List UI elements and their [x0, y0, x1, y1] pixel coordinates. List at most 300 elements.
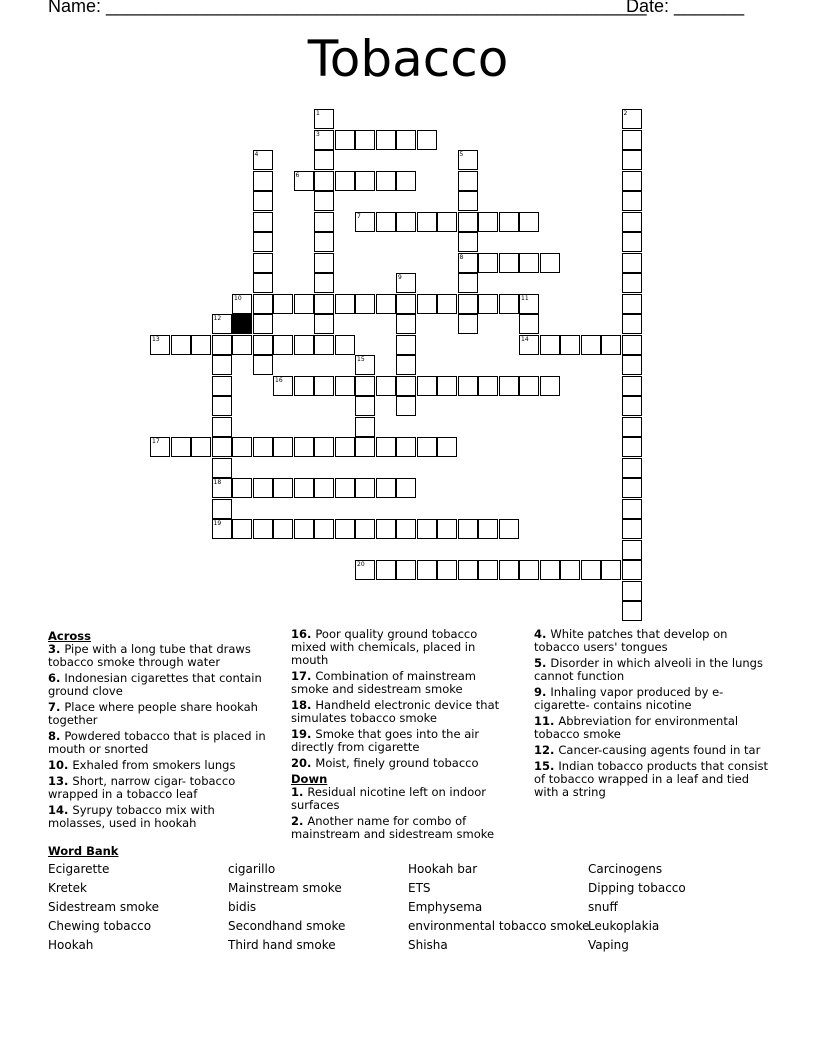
grid-cell[interactable]: [622, 130, 642, 150]
grid-cell[interactable]: [232, 437, 252, 457]
word-bank-entry: Third hand smoke: [228, 938, 336, 952]
word-bank: [48, 862, 768, 957]
grid-cell[interactable]: [335, 294, 355, 314]
clue-text: Syrupy tobacco mix with molasses, used in hookah: [48, 803, 215, 830]
word-bank-entry: Dipping tobacco: [588, 881, 686, 895]
grid-cell[interactable]: [376, 478, 396, 498]
page-title: Tobacco: [307, 30, 509, 88]
grid-cell[interactable]: [253, 232, 273, 252]
word-bank-entry: snuff: [588, 900, 618, 914]
grid-cell[interactable]: [314, 519, 334, 539]
grid-cell[interactable]: [273, 437, 293, 457]
clue-number: 13: [152, 335, 160, 343]
word-bank-entry: Secondhand smoke: [228, 919, 346, 933]
clue-text: Smoke that goes into the air directly from cigarette: [291, 727, 480, 754]
grid-cell[interactable]: [191, 437, 211, 457]
grid-cell[interactable]: [294, 437, 314, 457]
grid-cell[interactable]: [622, 417, 642, 437]
grid-cell[interactable]: [396, 478, 416, 498]
grid-cell[interactable]: [253, 273, 273, 293]
grid-cell[interactable]: [622, 191, 642, 211]
grid-cell[interactable]: [253, 294, 273, 314]
grid-cell[interactable]: [458, 560, 478, 580]
grid-cell[interactable]: [622, 253, 642, 273]
grid-cell[interactable]: [519, 212, 539, 232]
grid-cell[interactable]: [478, 253, 498, 273]
clue-number: 2.: [291, 814, 308, 828]
clue-text: Inhaling vapor produced by e-cigarette- contains nicotine: [534, 685, 724, 712]
grid-cell[interactable]: [396, 130, 416, 150]
clues-column-1: [48, 628, 273, 833]
grid-cell[interactable]: [253, 171, 273, 191]
grid-cell[interactable]: [396, 396, 416, 416]
word-bank-row: [48, 938, 768, 957]
grid-cell[interactable]: [355, 294, 375, 314]
grid-cell[interactable]: [232, 294, 252, 314]
grid-cell[interactable]: [396, 294, 416, 314]
clue-number: 5: [459, 151, 464, 158]
grid-cell[interactable]: [478, 376, 498, 396]
word-bank-entry: Kretek: [48, 881, 87, 895]
grid-cell[interactable]: [499, 294, 519, 314]
grid-cell[interactable]: [253, 437, 273, 457]
grid-cell[interactable]: [314, 478, 334, 498]
grid-cell[interactable]: [355, 212, 375, 232]
clue-number: 6.: [48, 671, 65, 685]
clue-text: Powdered tobacco that is placed in mouth or snorted: [48, 729, 266, 756]
name-line[interactable]: Name: ______________________________________________________: [48, 0, 647, 16]
grid-cell[interactable]: [622, 499, 642, 519]
grid-cell[interactable]: [396, 212, 416, 232]
grid-cell[interactable]: [396, 355, 416, 375]
clue-number: 8.: [48, 729, 65, 743]
grid-cell[interactable]: [458, 150, 478, 170]
grid-cell[interactable]: [376, 171, 396, 191]
clue-number: 2: [623, 110, 628, 117]
clue-number: 18: [213, 479, 222, 486]
grid-cell[interactable]: [253, 314, 273, 334]
word-bank-row: [48, 881, 768, 900]
grid-cell[interactable]: [396, 171, 416, 191]
clue-number: 14: [521, 335, 529, 343]
word-bank-entry: Leukoplakia: [588, 919, 660, 933]
word-bank-row: [48, 862, 768, 881]
clue-number: 4.: [534, 627, 551, 641]
across-clue: [291, 628, 516, 667]
word-bank-row: [48, 919, 768, 938]
grid-cell[interactable]: [294, 335, 314, 355]
grid-cell[interactable]: [622, 355, 642, 375]
clue-text: Exhaled from smokers lungs: [72, 758, 236, 772]
grid-cell[interactable]: [253, 478, 273, 498]
grid-cell[interactable]: [581, 560, 601, 580]
clue-number: 9: [398, 274, 402, 281]
word-bank-entry: bidis: [228, 900, 257, 914]
grid-cell[interactable]: [622, 232, 642, 252]
clue-number: 1.: [291, 785, 308, 799]
grid-cell[interactable]: [417, 212, 437, 232]
grid-cell[interactable]: [273, 335, 293, 355]
grid-cell[interactable]: [273, 376, 293, 396]
grid-cell[interactable]: [519, 560, 539, 580]
grid-cell[interactable]: [355, 376, 375, 396]
grid-cell[interactable]: [294, 376, 314, 396]
grid-cell[interactable]: [191, 335, 211, 355]
across-clue: [291, 670, 516, 696]
grid-cell[interactable]: [417, 130, 437, 150]
grid-cell[interactable]: [622, 335, 642, 355]
grid-cell[interactable]: [458, 376, 478, 396]
clue-number: 15.: [534, 759, 559, 773]
grid-cell[interactable]: [458, 314, 478, 334]
clues-column-2: [291, 628, 516, 844]
grid-cell[interactable]: [355, 355, 375, 375]
grid-cell[interactable]: [314, 150, 334, 170]
grid-cell[interactable]: [294, 519, 314, 539]
grid-cell[interactable]: [417, 294, 437, 314]
down-clue: [534, 657, 769, 683]
clue-number: 6: [295, 171, 300, 179]
grid-cell[interactable]: [314, 437, 334, 457]
clue-number: 11.: [534, 714, 559, 728]
grid-cell[interactable]: [314, 376, 334, 396]
word-bank-entry: Hookah bar: [408, 862, 478, 876]
grid-cell[interactable]: [314, 171, 334, 191]
grid-cell[interactable]: [396, 273, 416, 293]
grid-cell[interactable]: [335, 130, 355, 150]
grid-cell[interactable]: [560, 560, 580, 580]
word-bank-entry: Shisha: [408, 938, 448, 952]
grid-cell[interactable]: [417, 376, 437, 396]
grid-cell[interactable]: [355, 130, 375, 150]
grid-cell[interactable]: [622, 396, 642, 416]
grid-cell[interactable]: [458, 212, 478, 232]
clue-number: 4: [254, 151, 259, 158]
grid-cell[interactable]: [622, 478, 642, 498]
grid-cell[interactable]: [478, 519, 498, 539]
clue-text: Poor quality ground tobacco mixed with chemicals, placed in mouth: [291, 627, 478, 667]
grid-cell[interactable]: [314, 335, 334, 355]
grid-cell[interactable]: [355, 560, 375, 580]
grid-cell[interactable]: [396, 314, 416, 334]
grid-cell[interactable]: [622, 109, 642, 129]
grid-cell[interactable]: [212, 314, 232, 334]
grid-cell[interactable]: [437, 212, 457, 232]
grid-cell[interactable]: [355, 437, 375, 457]
grid-cell[interactable]: [478, 212, 498, 232]
grid-cell[interactable]: [458, 519, 478, 539]
grid-cell[interactable]: [499, 212, 519, 232]
grid-cell[interactable]: [622, 212, 642, 232]
grid-cell[interactable]: [314, 294, 334, 314]
grid-cell[interactable]: [499, 376, 519, 396]
clue-number: 14.: [48, 803, 73, 817]
clue-number: 17: [152, 438, 160, 445]
grid-cell[interactable]: [212, 417, 232, 437]
across-clue: [48, 804, 273, 830]
grid-cell[interactable]: [519, 314, 539, 334]
clue-text: Place where people share hookah together: [48, 700, 258, 727]
grid-cell[interactable]: [253, 355, 273, 375]
grid-cell[interactable]: [540, 560, 560, 580]
clue-text: Pipe with a long tube that draws tobacco smoke through water: [48, 642, 251, 669]
clue-text: Abbreviation for environmental tobacco smoke: [534, 714, 739, 741]
grid-cell[interactable]: [458, 253, 478, 273]
grid-cell[interactable]: [150, 437, 170, 457]
grid-cell[interactable]: [458, 294, 478, 314]
grid-cell[interactable]: [355, 171, 375, 191]
grid-cell[interactable]: [253, 191, 273, 211]
grid-cell[interactable]: [294, 478, 314, 498]
grid-cell[interactable]: [314, 314, 334, 334]
grid-cell[interactable]: [335, 335, 355, 355]
grid-cell[interactable]: [437, 376, 457, 396]
word-bank-entry: environmental tobacco smoke: [408, 919, 590, 933]
grid-cell[interactable]: [232, 478, 252, 498]
grid-cell[interactable]: [601, 335, 621, 355]
across-clue: [291, 757, 516, 770]
grid-cell[interactable]: [273, 519, 293, 539]
grid-cell[interactable]: [376, 376, 396, 396]
word-bank-entry: Mainstream smoke: [228, 881, 342, 895]
across-clue: [291, 728, 516, 754]
grid-cell[interactable]: [355, 519, 375, 539]
clue-number: 15: [357, 356, 365, 363]
across-heading: Across: [48, 629, 91, 643]
grid-cell[interactable]: [396, 519, 416, 539]
grid-cell[interactable]: [396, 437, 416, 457]
grid-cell[interactable]: [335, 478, 355, 498]
down-clue: [291, 815, 516, 841]
grid-cell[interactable]: [622, 519, 642, 539]
word-bank-row: [48, 900, 768, 919]
grid-cell[interactable]: [458, 171, 478, 191]
grid-cell[interactable]: [273, 478, 293, 498]
grid-cell[interactable]: [212, 437, 232, 457]
grid-cell[interactable]: [150, 335, 170, 355]
grid-cell[interactable]: [622, 314, 642, 334]
clue-number: 5.: [534, 656, 551, 670]
grid-cell[interactable]: [376, 437, 396, 457]
word-bank-entry: Emphysema: [408, 900, 483, 914]
grid-cell[interactable]: [560, 335, 580, 355]
word-bank-entry: ETS: [408, 881, 431, 895]
word-bank-entry: Chewing tobacco: [48, 919, 152, 933]
grid-cell[interactable]: [253, 519, 273, 539]
grid-cell[interactable]: [417, 519, 437, 539]
clue-text: White patches that develop on tobacco users' tongues: [534, 627, 728, 654]
grid-cell[interactable]: [478, 560, 498, 580]
clue-number: 20.: [291, 756, 316, 770]
grid-cell[interactable]: [622, 560, 642, 580]
clue-number: 20: [357, 561, 365, 568]
grid-cell[interactable]: [314, 273, 334, 293]
grid-cell[interactable]: [417, 560, 437, 580]
down-clue: [534, 715, 769, 741]
clue-number: 13.: [48, 774, 73, 788]
clue-text: Another name for combo of mainstream and sidestream smoke: [291, 814, 495, 841]
grid-cell[interactable]: [622, 171, 642, 191]
grid-cell[interactable]: [314, 109, 334, 129]
across-clue: [48, 701, 273, 727]
down-clue: [534, 686, 769, 712]
grid-cell[interactable]: [314, 212, 334, 232]
grid-cell[interactable]: [335, 437, 355, 457]
clue-text: Short, narrow cigar- tobacco wrapped in a tobacco leaf: [48, 774, 236, 801]
grid-cell[interactable]: [622, 294, 642, 314]
grid-cell[interactable]: [478, 294, 498, 314]
grid-cell[interactable]: [581, 335, 601, 355]
grid-cell[interactable]: [376, 212, 396, 232]
grid-cell[interactable]: [253, 253, 273, 273]
grid-cell[interactable]: [212, 396, 232, 416]
grid-cell[interactable]: [232, 335, 252, 355]
across-clue: [48, 672, 273, 698]
grid-cell[interactable]: [519, 294, 539, 314]
word-bank-entry: Hookah: [48, 938, 94, 952]
grid-cell[interactable]: [417, 437, 437, 457]
grid-cell[interactable]: [212, 355, 232, 375]
down-heading: Down: [291, 772, 328, 786]
grid-cell[interactable]: [294, 171, 314, 191]
grid-cell[interactable]: [396, 560, 416, 580]
word-bank-entry: Carcinogens: [588, 862, 663, 876]
grid-cell[interactable]: [622, 150, 642, 170]
down-clue: [291, 786, 516, 812]
grid-cell[interactable]: [622, 437, 642, 457]
grid-cell[interactable]: [212, 499, 232, 519]
clue-number: 3: [316, 130, 320, 138]
grid-cell[interactable]: [335, 376, 355, 396]
grid-cell[interactable]: [458, 191, 478, 211]
clue-number: 18.: [291, 698, 316, 712]
across-clue: [48, 759, 273, 772]
grid-cell[interactable]: [622, 601, 642, 621]
word-bank-entry: Ecigarette: [48, 862, 110, 876]
grid-cell[interactable]: [396, 376, 416, 396]
grid-cell[interactable]: [499, 519, 519, 539]
grid-cell[interactable]: [232, 519, 252, 539]
grid-cell[interactable]: [314, 130, 334, 150]
clue-text: Combination of mainstream smoke and sidestream smoke: [291, 669, 476, 696]
down-clue: [534, 628, 769, 654]
grid-cell[interactable]: [212, 376, 232, 396]
grid-cell[interactable]: [253, 212, 273, 232]
grid-cell[interactable]: [171, 335, 191, 355]
grid-cell[interactable]: [540, 376, 560, 396]
clue-number: 9.: [534, 685, 551, 699]
clue-number: 1: [316, 110, 320, 117]
clue-text: Residual nicotine left on indoor surfaces: [291, 785, 487, 812]
grid-cell[interactable]: [212, 335, 232, 355]
grid-cell[interactable]: [376, 560, 396, 580]
grid-cell[interactable]: [253, 150, 273, 170]
grid-cell[interactable]: [540, 335, 560, 355]
grid-cell[interactable]: [540, 253, 560, 273]
grid-cell[interactable]: [355, 478, 375, 498]
grid-cell[interactable]: [437, 294, 457, 314]
grid-cell[interactable]: [437, 437, 457, 457]
clues-column-3: [534, 628, 769, 802]
grid-cell[interactable]: [376, 294, 396, 314]
grid-cell[interactable]: [499, 560, 519, 580]
grid-cell[interactable]: [253, 335, 273, 355]
grid-cell[interactable]: [171, 437, 191, 457]
clue-text: Indonesian cigarettes that contain ground clove: [48, 671, 262, 698]
clue-number: 11: [521, 294, 529, 302]
down-clue: [534, 760, 769, 799]
grid-cell[interactable]: [314, 232, 334, 252]
grid-cell[interactable]: [437, 519, 457, 539]
grid-cell[interactable]: [458, 273, 478, 293]
grid-cell[interactable]: [622, 376, 642, 396]
grid-cell[interactable]: [355, 417, 375, 437]
grid-cell[interactable]: [458, 232, 478, 252]
grid-cell[interactable]: [355, 396, 375, 416]
clue-number: 12.: [534, 743, 559, 757]
clue-number: 19.: [291, 727, 316, 741]
clue-text: Moist, finely ground tobacco: [315, 756, 479, 770]
across-clue: [48, 730, 273, 756]
grid-block: [232, 314, 252, 334]
clue-number: 19: [213, 520, 222, 527]
date-line[interactable]: Date: _______: [626, 0, 745, 16]
grid-cell[interactable]: [376, 519, 396, 539]
clue-number: 10.: [48, 758, 73, 772]
grid-cell[interactable]: [294, 294, 314, 314]
grid-cell[interactable]: [519, 376, 539, 396]
clue-number: 16.: [291, 627, 316, 641]
grid-cell[interactable]: [622, 273, 642, 293]
grid-cell[interactable]: [622, 581, 642, 601]
clue-number: 12: [213, 315, 222, 322]
clue-number: 3.: [48, 642, 65, 656]
clue-number: 10: [234, 294, 242, 302]
clue-number: 17.: [291, 669, 316, 683]
grid-cell[interactable]: [212, 458, 232, 478]
grid-cell[interactable]: [273, 294, 293, 314]
clue-number: 7.: [48, 700, 65, 714]
clue-text: Cancer-causing agents found in tar: [558, 743, 761, 757]
clue-text: Disorder in which alveoli in the lungs cannot function: [534, 656, 763, 683]
grid-cell[interactable]: [601, 560, 621, 580]
grid-cell[interactable]: [622, 540, 642, 560]
grid-cell[interactable]: [335, 171, 355, 191]
word-bank-entry: cigarillo: [228, 862, 276, 876]
grid-cell[interactable]: [499, 253, 519, 273]
across-clue: [48, 643, 273, 669]
grid-cell[interactable]: [212, 478, 232, 498]
clue-text: Indian tobacco products that consist of tobacco wrapped in a leaf and tied with a string: [534, 759, 769, 799]
across-clue: [291, 699, 516, 725]
grid-cell[interactable]: [335, 519, 355, 539]
grid-cell[interactable]: [622, 458, 642, 478]
grid-cell[interactable]: [519, 253, 539, 273]
grid-cell[interactable]: [376, 130, 396, 150]
clue-number: 16: [275, 376, 283, 384]
grid-cell[interactable]: [519, 335, 539, 355]
word-bank-entry: Sidestream smoke: [48, 900, 160, 914]
down-clue: [534, 744, 769, 757]
grid-cell[interactable]: [314, 253, 334, 273]
grid-cell[interactable]: [314, 191, 334, 211]
word-bank-entry: Vaping: [588, 938, 629, 952]
grid-cell[interactable]: [396, 335, 416, 355]
grid-cell[interactable]: [437, 560, 457, 580]
grid-cell[interactable]: [212, 519, 232, 539]
across-clue: [48, 775, 273, 801]
word-bank-heading: Word Bank: [48, 844, 119, 858]
